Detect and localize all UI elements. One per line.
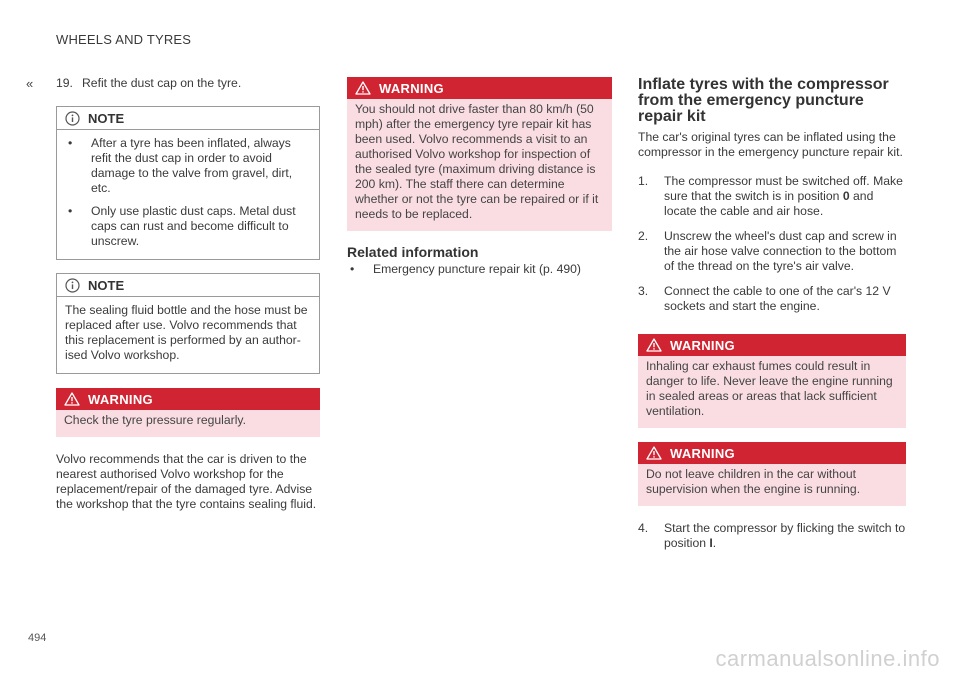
related-link-text[interactable]: Emergency puncture repair kit (p. 490) — [373, 262, 581, 276]
body-paragraph: Volvo recommends that the car is driven to the nearest authorised Volvo workshop for the replacement/repair of the damaged tyre. Advise the workshop that the tyre contains sealing fluid. — [56, 452, 317, 511]
related-link[interactable]: • Emergency puncture repair kit (p. 490) — [350, 262, 581, 276]
page-number: 494 — [28, 632, 47, 644]
warning-triangle-icon — [355, 81, 371, 95]
warning-header — [638, 334, 906, 356]
list-item-text: After a tyre has been inflated, always refit the dust cap in order to avoid damage to the valve from gravel, dirt, etc. — [91, 136, 293, 195]
intro-paragraph: The car's original tyres can be inflated using the compressor in the emergency puncture repair kit. — [638, 130, 903, 159]
warning-body: You should not drive faster than 80 km/h (50 mph) after the emergency tyre repair kit has been used. Volvo recommends a visit to an authorised Volvo workshop for inspection of the sealed tyre (maximum driving distance is 200 km). The staff there can determine whether or not the tyre can be repaired or if it needs to be replaced. — [347, 99, 612, 231]
warning-box — [56, 388, 320, 437]
step-2 — [638, 229, 906, 274]
watermark: carmanualsonline.info — [715, 646, 940, 671]
warning-triangle-icon — [646, 446, 662, 460]
warning-title: WARNING — [670, 337, 735, 353]
note-header — [57, 274, 319, 297]
warning-triangle-icon — [64, 392, 80, 406]
list-item: • Only use plastic dust caps. Metal dust caps can rust and become difficult to unscrew. — [65, 204, 311, 249]
step-1 — [638, 174, 906, 219]
step-text: Unscrew the wheel's dust cap and screw in the air hose valve connection to the bottom of the thread on the tyre's air valve. — [664, 229, 897, 273]
warning-body: Inhaling car exhaust fumes could result in danger to life. Never leave the engine running in sealed areas or areas that lack sufficient ventilation. — [638, 356, 906, 428]
warning-box — [638, 334, 906, 428]
warning-title: WARNING — [88, 391, 153, 407]
step-number: 4. — [638, 521, 649, 535]
warning-box — [638, 442, 906, 506]
note-body — [57, 130, 319, 259]
step-number: 19. — [56, 76, 73, 90]
step-number: 2. — [638, 229, 649, 243]
step-text: Start the compressor by flicking the switch to position I. — [664, 521, 906, 550]
step-19 — [56, 76, 320, 91]
related-information-heading: Related information — [347, 244, 479, 260]
step-text: Connect the cable to one of the car's 12 V sockets and start the engine. — [664, 284, 891, 313]
note-box — [56, 273, 320, 374]
warning-header — [638, 442, 906, 464]
info-icon — [65, 111, 80, 126]
warning-header — [347, 77, 612, 99]
warning-body: Do not leave children in the car without supervision when the engine is running. — [638, 464, 906, 506]
column-left — [56, 76, 320, 512]
warning-header — [56, 388, 320, 410]
warning-triangle-icon — [646, 338, 662, 352]
warning-box — [347, 77, 612, 231]
step-4 — [638, 521, 906, 551]
info-icon — [65, 278, 80, 293]
note-box — [56, 106, 320, 260]
note-header — [57, 107, 319, 130]
column-middle — [347, 77, 612, 277]
note-title: NOTE — [88, 277, 125, 293]
warning-title: WARNING — [379, 80, 444, 96]
step-number: 3. — [638, 284, 649, 298]
step-text: Refit the dust cap on the tyre. — [82, 76, 242, 90]
note-title: NOTE — [88, 110, 125, 126]
warning-title: WARNING — [670, 445, 735, 461]
list-item: • After a tyre has been inflated, always refit the dust cap in order to avoid damage to the valve from gravel, dirt, etc. — [65, 136, 311, 196]
step-text: The compressor must be switched off. Make sure that the switch is in position 0 and locate the cable and air hose. — [664, 174, 903, 218]
note-body: The sealing fluid bottle and the hose must be replaced after use. Volvo recommends that this replacement is performed by an authorised Volvo workshop. — [65, 303, 308, 362]
list-item-text: Only use plastic dust caps. Metal dust caps can rust and become difficult to unscrew. — [91, 204, 296, 248]
column-right — [638, 77, 906, 551]
section-title: WHEELS AND TYRES — [56, 32, 192, 47]
step-number: 1. — [638, 174, 649, 188]
warning-body: Check the tyre pressure regularly. — [56, 410, 320, 437]
step-3 — [638, 284, 906, 314]
back-navigation[interactable]: « — [26, 76, 34, 91]
section-heading: Inflate tyres with the compressor from the emergency puncture repair kit — [638, 76, 889, 125]
